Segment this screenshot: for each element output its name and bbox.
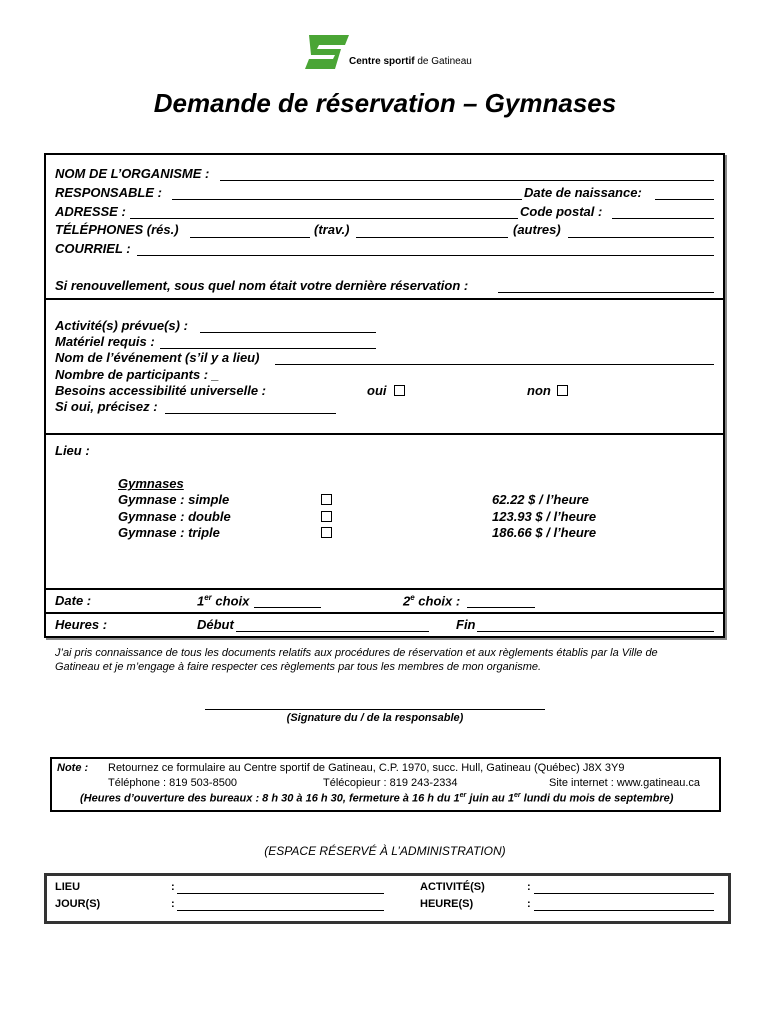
oui-label: oui (367, 383, 387, 398)
tel-res-field[interactable] (190, 237, 310, 238)
note-label: Note : (57, 762, 89, 774)
courriel-label: COURRIEL : (55, 241, 131, 256)
lieu-label: Lieu : (55, 443, 90, 458)
choix2-sup: e (410, 593, 415, 602)
non-checkbox[interactable] (557, 385, 568, 396)
gymnase-double-checkbox[interactable] (321, 511, 332, 522)
logo (303, 33, 473, 73)
note-line1: Retournez ce formulaire au Centre sportif de Gatineau, C.P. 1970, succ. Hull, Gatineau (Québec) J8X 3Y9 (108, 762, 625, 774)
gymnase-simple-label: Gymnase : simple (118, 492, 230, 507)
admin-heure-label: HEURE(S) (420, 898, 474, 910)
disclaimer-text: J’ai pris connaissance de tous les documents relatifs aux procédures de réservation et aux règlements établis par la Ville de Gatineau et je m’engage à faire respecter ces règlements par tous les membres de mon organisme. (55, 647, 658, 673)
renouvellement-label: Si renouvellement, sous quel nom était votre dernière réservation : (55, 278, 469, 293)
note-hours-b: juin au 1 (466, 792, 514, 805)
logo-text-rest: de Gatineau (414, 56, 472, 67)
admin-activite-label: ACTIVITÉ(S) (420, 881, 485, 893)
divider (44, 612, 725, 614)
choix2-text: choix : (414, 593, 461, 609)
courriel-field[interactable] (137, 255, 714, 256)
note-hours-sup2: er (513, 792, 521, 799)
note-telephone: Téléphone : 819 503-8500 (108, 777, 238, 789)
gymnase-double-label: Gymnase : double (118, 509, 231, 524)
autres-label: (autres) (513, 222, 561, 237)
adresse-field[interactable] (130, 218, 518, 219)
telephones-label: TÉLÉPHONES (rés.) (55, 222, 179, 237)
adresse-label: ADRESSE : (55, 204, 126, 219)
trav-label: (trav.) (314, 222, 350, 237)
admin-jour-label: JOUR(S) (55, 898, 101, 910)
date-label: Date : (55, 593, 92, 608)
page-title: Demande de réservation – Gymnases (153, 88, 617, 118)
admin-lieu-label: LIEU (55, 881, 81, 893)
gymnase-triple-label: Gymnase : triple (118, 525, 220, 540)
non-label: non (527, 383, 551, 398)
choix1-field[interactable] (254, 607, 321, 608)
gymnase-simple-price: 62.22 $ / l’heure (492, 492, 589, 507)
gymnase-simple-checkbox[interactable] (321, 494, 332, 505)
choix1-label (197, 593, 249, 608)
gymnases-heading: Gymnases (118, 476, 184, 491)
divider (44, 298, 725, 300)
admin-heading: (ESPACE RÉSERVÉ À L’ADMINISTRATION) (264, 844, 506, 858)
admin-lieu-field[interactable] (177, 893, 384, 894)
signature-label: (Signature du / de la responsable) (286, 712, 464, 724)
responsable-field[interactable] (172, 199, 522, 200)
logo-mark (303, 33, 351, 71)
organisme-label: NOM DE L’ORGANISME : (55, 166, 210, 181)
choix2-field[interactable] (467, 607, 535, 608)
organisme-field[interactable] (220, 180, 714, 181)
debut-label: Début (197, 617, 234, 632)
fin-field[interactable] (477, 631, 714, 632)
code-postal-label: Code postal : (520, 204, 603, 219)
fin-label: Fin (456, 617, 476, 632)
admin-heure-field[interactable] (534, 910, 714, 911)
divider (44, 433, 725, 435)
admin-lieu-colon: : (171, 881, 175, 893)
naissance-label: Date de naissance: (524, 185, 642, 200)
oui-checkbox[interactable] (394, 385, 405, 396)
tel-trav-field[interactable] (356, 237, 508, 238)
code-postal-field[interactable] (612, 218, 714, 219)
choix1-text: choix (211, 593, 250, 609)
admin-activite-colon: : (527, 881, 531, 893)
activites-label: Activité(s) prévue(s) : (55, 318, 188, 333)
participants-label: Nombre de participants : _ (55, 367, 219, 382)
evenement-field[interactable] (275, 364, 714, 365)
tel-autres-field[interactable] (568, 237, 714, 238)
naissance-field[interactable] (655, 199, 714, 200)
logo-text-bold: Centre sportif (349, 56, 415, 67)
debut-field[interactable] (236, 631, 429, 632)
precisez-field[interactable] (165, 413, 336, 414)
gymnase-double-price: 123.93 $ / l’heure (492, 509, 597, 524)
admin-box (44, 873, 731, 924)
admin-heure-colon: : (527, 898, 531, 910)
admin-jour-colon: : (171, 898, 175, 910)
admin-jour-field[interactable] (177, 910, 384, 911)
materiel-field[interactable] (160, 348, 376, 349)
note-hours-a: (Heures d’ouverture des bureaux : 8 h 30 à 16 h 30, fermeture à 16 h du 1 (80, 792, 460, 805)
gymnase-triple-price: 186.66 $ / l’heure (492, 525, 597, 540)
note-hours-sup1: er (459, 792, 467, 799)
choix2-num: 2 (403, 593, 411, 609)
precisez-label: Si oui, précisez : (55, 399, 158, 414)
note-hours-c: lundi du mois de septembre) (520, 792, 674, 805)
signature-field[interactable] (205, 709, 545, 710)
choix1-num: 1 (197, 593, 205, 609)
responsable-label: RESPONSABLE : (55, 185, 162, 200)
note-hours (80, 792, 673, 805)
materiel-label: Matériel requis : (55, 334, 155, 349)
admin-activite-field[interactable] (534, 893, 714, 894)
renouvellement-field[interactable] (498, 292, 714, 293)
note-telecopieur: Télécopieur : 819 243-2334 (323, 777, 458, 789)
heures-label: Heures : (55, 617, 108, 632)
choix2-label (403, 593, 460, 608)
activites-field[interactable] (200, 332, 376, 333)
accessibilite-label: Besoins accessibilité universelle : (55, 383, 266, 398)
evenement-label: Nom de l’événement (s’il y a lieu) (55, 350, 260, 365)
choix1-sup: er (204, 593, 212, 602)
divider (44, 588, 725, 590)
gymnase-triple-checkbox[interactable] (321, 527, 332, 538)
note-site: Site internet : www.gatineau.ca (549, 777, 701, 789)
